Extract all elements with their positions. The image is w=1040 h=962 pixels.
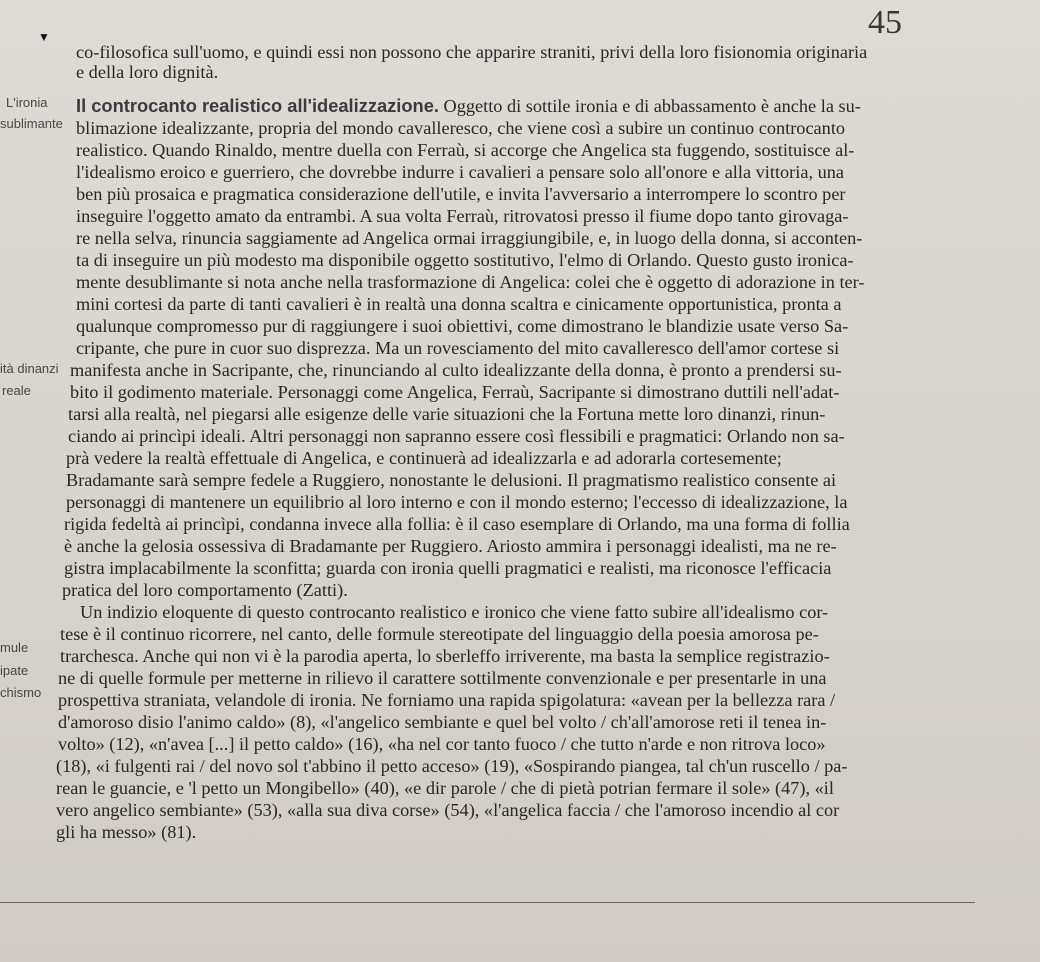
text-line: ben più prosaica e pragmatica considerazione dell'utile, e invita l'avversario a interrompere lo scontro per	[76, 184, 846, 204]
margin-note: chismo	[0, 685, 42, 700]
text-line: d'amoroso disio l'animo caldo» (8), «l'angelico sembiante e quel bel volto / ch'all'amorose reti il tenea in-	[58, 712, 827, 732]
text-line: Un indizio eloquente di questo controcanto realistico e ironico che viene fatto subire all'idealismo cor-	[80, 602, 829, 622]
text-line: manifesta anche in Sacripante, che, rinunciando al culto idealizzante della donna, è pronto a prendersi su-	[70, 360, 842, 380]
margin-note: reale	[2, 383, 31, 398]
margin-note: L'ironia	[6, 95, 48, 110]
page-number: 45	[868, 4, 902, 41]
text-line: qualunque compromesso pur di raggiungere i suoi obiettivi, come dimostrano le blandizie usate verso Sa-	[76, 316, 849, 336]
text-line: prospettiva straniata, velandole di ironia. Ne forniamo una rapida spigolatura: «avean per la bellezza rara /	[58, 690, 836, 710]
margin-note: sublimante	[0, 116, 63, 131]
text-line: cripante, che pure in cuor suo disprezza. Ma un rovesciamento del mito cavalleresco dell'amor cortese si	[76, 338, 840, 358]
text-line: Bradamante sarà sempre fedele a Ruggiero, nonostante le delusioni. Il pragmatismo realistico consente ai	[66, 470, 837, 490]
text-line: rean le guancie, e 'l petto un Mongibello» (40), «e dir parole / che di pietà potrian fermare il sole» (47), «il	[56, 778, 834, 798]
section-heading: Il controcanto realistico all'idealizzazione.	[76, 95, 439, 116]
show-through-texture	[60, 915, 860, 955]
text-line: l'idealismo eroico e guerriero, che dovrebbe indurre i cavalieri a pensare solo all'onore e alla vittoria, una	[76, 162, 844, 182]
text-line: inseguire l'oggetto amato da entrambi. A sua volta Ferraù, ritrovatosi presso il fiume dopo tanto girovaga-	[76, 206, 849, 226]
text-line: mente desublimante si nota anche nella trasformazione di Angelica: colei che è oggetto di adorazione in ter-	[76, 272, 865, 292]
text-line: volto» (12), «n'avea [...] il petto caldo» (16), «ha nel cor tanto fuoco / che tutto n'arde e non ritrova loco»	[58, 734, 826, 754]
text-line: prà vedere la realtà effettuale di Angelica, e continuerà ad idealizzarla e ad adorarla cortesemente;	[66, 448, 782, 468]
text-line: (18), «i fulgenti rai / del novo sol t'abbino il petto acceso» (19), «Sospirando piangea, tal ch'un ruscello / pa-	[56, 756, 848, 776]
text-span: Oggetto di sottile ironia e di abbassamento è anche la su-	[443, 96, 861, 116]
text-line: personaggi di mantenere un equilibrio al loro interno e con il mondo esterno; l'eccesso di idealizzazione, la	[66, 492, 848, 512]
text-line: mini cortesi da parte di tanti cavalieri è in realtà una donna scaltra e cinicamente opportunistica, pronta a	[76, 294, 842, 314]
text-line: gistra implacabilmente la sconfitta; guarda con ironia quelli pragmatici e realisti, ma riconosce l'efficacia	[64, 558, 832, 578]
margin-note: mule	[0, 640, 29, 655]
margin-note: ipate	[0, 663, 29, 678]
text-line: blimazione idealizzante, propria del mondo cavalleresco, che viene così a subire un continuo controcanto	[76, 118, 846, 138]
text-line: trarchesca. Anche qui non vi è la parodia aperta, lo sberleffo irriverente, ma basta la semplice registrazio-	[60, 646, 830, 666]
text-line: vero angelico sembiante» (53), «alla sua diva corse» (54), «l'angelica faccia / che l'amoroso incendio al cor	[56, 800, 840, 820]
divider-rule	[0, 902, 975, 903]
text-line: ta di inseguire un più modesto ma disponibile oggetto sostitutivo, l'elmo di Orlando. Questo gusto ironica-	[76, 250, 854, 270]
text-line: pratica del loro comportamento (Zatti).	[62, 580, 348, 600]
margin-note: ità dinanzi	[0, 361, 59, 376]
text-line: realistico. Quando Rinaldo, mentre duella con Ferraù, si accorge che Angelica sta fuggendo, sostituisce al-	[76, 140, 855, 160]
text-line: bito il godimento materiale. Personaggi come Angelica, Ferraù, Sacripante si dimostrano duttili nell'adat-	[70, 382, 840, 402]
text-line: tarsi alla realtà, nel piegarsi alle esigenze delle varie situazioni che la Fortuna mette loro dinanzi, rinun-	[68, 404, 826, 424]
text-line: re nella selva, rinuncia saggiamente ad Angelica ormai irraggiungibile, e, in luogo della donna, si acconten-	[76, 228, 863, 248]
text-line	[76, 94, 861, 118]
text-line: ne di quelle formule per metterne in rilievo il carattere sottilmente convenzionale e per presentarle in una	[58, 668, 827, 688]
text-line: è anche la gelosia ossessiva di Bradamante per Ruggiero. Ariosto ammira i personaggi idealisti, ma ne re-	[64, 536, 837, 556]
text-line: rigida fedeltà ai princìpi, condanna invece alla follia: è il caso esemplare di Orlando, ma una forma di follia	[64, 514, 850, 534]
text-line: ciando ai princìpi ideali. Altri personaggi non sapranno essere così flessibili e pragmatici: Orlando non sa-	[68, 426, 845, 446]
text-line: e della loro dignità.	[76, 62, 219, 82]
text-line: tese è il continuo ricorrere, nel canto, delle formule stereotipate del linguaggio della poesia amorosa pe-	[60, 624, 819, 644]
text-line: co-filosofica sull'uomo, e quindi essi non possono che apparire straniti, privi della loro fisionomia originaria	[76, 42, 868, 62]
bullet-mark: ▼	[38, 30, 50, 44]
text-line: gli ha messo» (81).	[56, 822, 197, 842]
